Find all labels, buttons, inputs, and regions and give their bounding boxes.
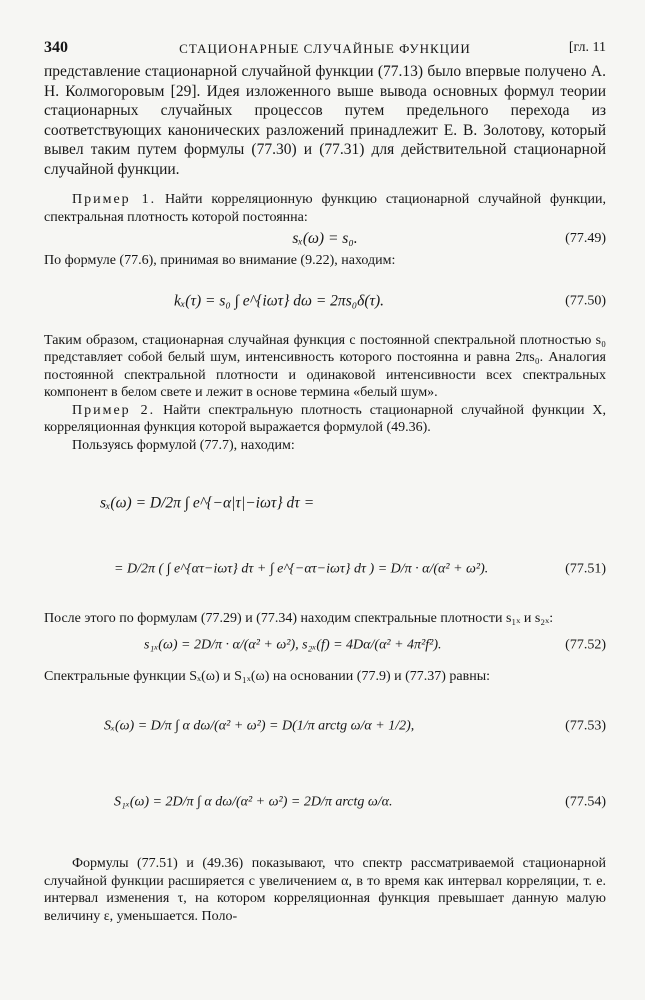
example-1-label: Пример 1. bbox=[72, 192, 157, 207]
equation-77-51-number: (77.51) bbox=[565, 561, 606, 577]
equation-77-54-body: S₁ₓ(ω) = 2D/π ∫ α dω/(α² + ω²) = 2D/π arctg ω/α. bbox=[114, 794, 393, 810]
equation-77-52 bbox=[44, 628, 606, 662]
equation-77-49 bbox=[44, 226, 606, 252]
equation-77-51-line-1-body: sₓ(ω) = D/2π ∫ e^{−α|τ|−iωτ} dτ = bbox=[100, 494, 315, 512]
equation-77-49-number: (77.49) bbox=[565, 231, 606, 246]
equation-77-52-number: (77.52) bbox=[565, 636, 606, 652]
equation-77-51-line-1 bbox=[44, 470, 606, 536]
equation-77-52-body: s₁ₓ(ω) = 2D/π · α/(α² + ω²), s₂ₓ(f) = 4Dα/(α² + 4π²f²). bbox=[144, 636, 442, 652]
running-header bbox=[44, 38, 606, 62]
example-2-statement bbox=[44, 402, 606, 437]
example-2-label: Пример 2. bbox=[72, 402, 156, 418]
by-formula-paragraph: По формуле (77.6), принимая во внимание (9.22), находим: bbox=[44, 253, 396, 268]
example-1-statement bbox=[44, 191, 606, 226]
equation-77-51-line-2 bbox=[44, 536, 606, 602]
equation-77-50 bbox=[44, 270, 606, 332]
page-number: 340 bbox=[44, 39, 68, 56]
equation-77-53 bbox=[44, 695, 606, 757]
using-formula-paragraph: Пользуясь формулой (77.7), находим: bbox=[72, 437, 295, 453]
white-noise-paragraph: Таким образом, стационарная случайная функция с постоянной спектральной плотностью s₀ представляет собой белый шум, интенсивность которого постоянна и равна 2πs₀. Аналогия постоянной спектральной плотности и одинаковой интенсивности всех спектральных компонент в белом свете и лежит в основе термина «белый шум». bbox=[44, 332, 606, 400]
equation-77-50-number: (77.50) bbox=[565, 292, 606, 308]
equation-77-50-body: kₓ(τ) = s₀ ∫ e^{iωτ} dω = 2πs₀δ(τ). bbox=[174, 291, 385, 309]
chapter-reference: [гл. 11 bbox=[568, 40, 606, 55]
equation-77-51-line-2-body: = D/2π ( ∫ e^{ατ−iωτ} dτ + ∫ e^{−ατ−iωτ} dτ ) = D/π · α/(α² + ω²). bbox=[114, 561, 489, 577]
equation-77-54 bbox=[44, 771, 606, 833]
intro-paragraph: представление стационарной случайной функции (77.13) было впервые получено А. Н. Колмогоровым [29]. Идея изложенного выше вывода основных формул теории стационарных случайных процессов путем предельного перехода из соответствующих канонических разложений принадлежит Е. В. Золотову, который вывел таким путем формулы (77.30) и (77.31) для действительной стационарной случайной функции. bbox=[44, 63, 606, 178]
example-2-text: Найти спектральную плотность стационарной случайной функции X, корреляционная функция которой выражается формулой (49.36). bbox=[44, 402, 606, 435]
final-paragraph: Формулы (77.51) и (49.36) показывают, что спектр рассматриваемой стационарной случайной функции расширяется с увеличением α, в то время как интервал корреляции, т. е. интервал изменения τ, на котором корреляционная функция превышает данную малую величину ε, уменьшается. Поло- bbox=[44, 856, 606, 924]
equation-77-49-body: sₓ(ω) = s₀. bbox=[292, 230, 358, 247]
book-page bbox=[44, 38, 606, 925]
equation-77-53-number: (77.53) bbox=[565, 718, 606, 734]
spectral-functions-paragraph: Спектральные функции Sₓ(ω) и S₁ₓ(ω) на основании (77.9) и (77.37) равны: bbox=[44, 668, 491, 684]
equation-77-54-number: (77.54) bbox=[565, 794, 606, 810]
after-this-paragraph: После этого по формулам (77.29) и (77.34) находим спектральные плотности s₁ₓ и s₂ₓ: bbox=[44, 611, 554, 626]
equation-77-53-body: Sₓ(ω) = D/π ∫ α dω/(α² + ω²) = D(1/π arctg ω/α + 1/2), bbox=[104, 718, 415, 734]
example-1-text: Найти корреляционную функцию стационарной случайной функции, спектральная плотность которой постоянна: bbox=[44, 192, 606, 225]
running-title: СТАЦИОНАРНЫЕ СЛУЧАЙНЫЕ ФУНКЦИИ bbox=[179, 41, 471, 56]
